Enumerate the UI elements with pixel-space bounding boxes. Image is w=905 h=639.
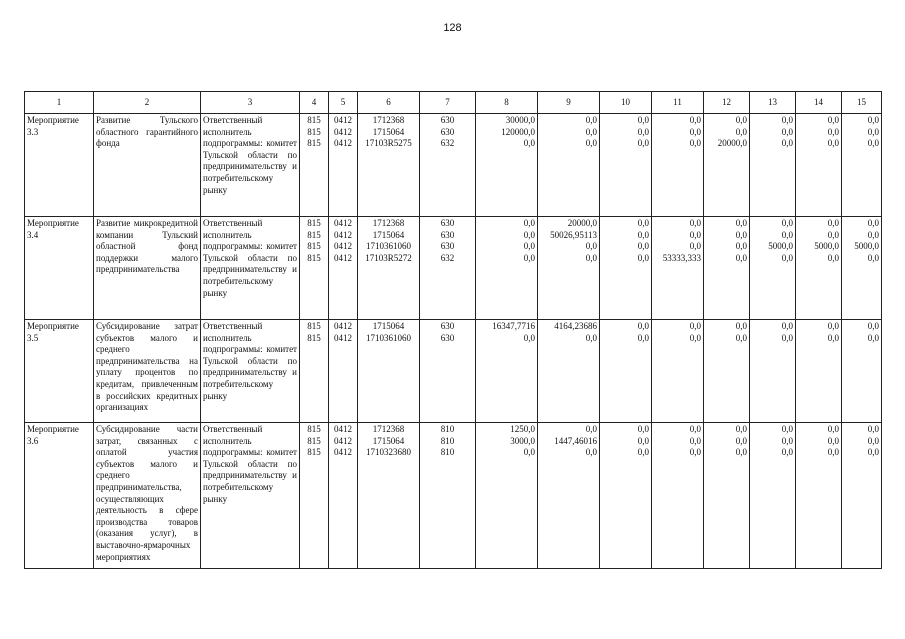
amount-cell — [842, 320, 882, 423]
cell-value: 0412 — [334, 126, 352, 137]
ministry-code-cell — [300, 423, 329, 569]
cell-value: 0412 — [334, 252, 352, 263]
cell-value: 0412 — [334, 332, 352, 343]
header-cell: 5 — [329, 92, 358, 114]
table-row — [25, 217, 882, 320]
cell-value: 0,0 — [689, 321, 701, 331]
cell-value: 17103R5275 — [365, 138, 412, 149]
cell-value: 0,0 — [735, 126, 747, 137]
cell-value: 1710323680 — [366, 447, 411, 458]
cell-value: 50026,95113 — [550, 229, 597, 240]
cell-value: 0,0 — [523, 332, 535, 343]
expense-type-code-cell — [420, 423, 476, 569]
cell-value: 0,0 — [781, 126, 793, 137]
cell-value: 0412 — [334, 321, 352, 331]
header-cell: 3 — [201, 92, 300, 114]
cell-value: 30000,0 — [505, 115, 535, 125]
target-article-code-cell — [358, 320, 420, 423]
header-cell: 12 — [704, 92, 750, 114]
responsible-executor-cell: Ответственный исполнитель подпрограммы: комитет Тульской области по предпринимательству и потребительскому рынку — [201, 423, 300, 569]
cell-value: 0,0 — [689, 126, 701, 137]
cell-value: 0,0 — [827, 447, 839, 458]
cell-value: 0,0 — [781, 229, 793, 240]
cell-value: 0,0 — [637, 447, 649, 458]
cell-value: 1715064 — [372, 229, 405, 240]
cell-value: 815 — [307, 447, 321, 458]
cell-value: 815 — [307, 252, 321, 263]
header-cell: 15 — [842, 92, 882, 114]
cell-value: 0,0 — [523, 447, 535, 458]
cell-value: 0,0 — [781, 138, 793, 149]
header-cell: 11 — [652, 92, 704, 114]
cell-value: 0,0 — [637, 218, 649, 228]
cell-value: 0,0 — [523, 218, 535, 228]
cell-value: 1447,46016 — [554, 435, 597, 446]
cell-value: 0,0 — [735, 435, 747, 446]
cell-value: 815 — [307, 321, 321, 331]
cell-value: 1715064 — [372, 435, 405, 446]
cell-value: 5000,0 — [854, 241, 879, 252]
cell-value: 0,0 — [735, 241, 747, 252]
cell-value: 1250,0 — [510, 424, 535, 434]
ministry-code-cell — [300, 320, 329, 423]
amount-cell — [750, 320, 796, 423]
cell-value: 0412 — [334, 115, 352, 125]
amount-cell — [538, 320, 600, 423]
cell-value: 0,0 — [867, 138, 879, 149]
cell-value: 630 — [440, 321, 455, 331]
cell-value: 0,0 — [827, 321, 839, 331]
header-cell: 7 — [420, 92, 476, 114]
cell-value: 0,0 — [689, 115, 701, 125]
cell-value: 0,0 — [585, 332, 597, 343]
cell-value: 0,0 — [689, 138, 701, 149]
cell-value: 0,0 — [637, 115, 649, 125]
cell-value: 0,0 — [781, 218, 793, 228]
amount-cell — [842, 217, 882, 320]
amount-cell — [704, 114, 750, 217]
cell-value: 0,0 — [689, 241, 701, 252]
cell-value: 0,0 — [735, 252, 747, 263]
activity-name-cell: Мероприятие 3.3 — [25, 114, 94, 217]
cell-value: 0,0 — [827, 332, 839, 343]
cell-value: 0,0 — [637, 424, 649, 434]
cell-value: 815 — [307, 126, 321, 137]
activity-description-cell: Субсидирование части затрат, связанных с оплатой участия субъектов малого и среднего предпринимательства, осуществляющих деятельность в сфере производства товаров (оказания услуг), в выставочно-ярмарочных мероприятиях — [94, 423, 201, 569]
cell-value: 0,0 — [867, 321, 879, 331]
cell-value: 0,0 — [827, 115, 839, 125]
cell-value: 0,0 — [637, 332, 649, 343]
cell-value: 0,0 — [735, 218, 747, 228]
cell-value: 815 — [307, 218, 321, 228]
cell-value: 0,0 — [585, 115, 597, 125]
amount-cell — [600, 320, 652, 423]
cell-value: 630 — [440, 332, 455, 343]
cell-value: 0,0 — [735, 424, 747, 434]
cell-value: 0,0 — [867, 447, 879, 458]
cell-value: 630 — [440, 126, 455, 137]
amount-cell — [476, 217, 538, 320]
cell-value: 0,0 — [523, 252, 535, 263]
header-cell: 13 — [750, 92, 796, 114]
cell-value: 0412 — [334, 424, 352, 434]
table-row — [25, 114, 882, 217]
cell-value: 810 — [440, 424, 455, 434]
cell-value: 20000,0 — [717, 138, 747, 149]
cell-value: 1712368 — [372, 115, 405, 125]
expense-type-code-cell — [420, 114, 476, 217]
cell-value: 815 — [307, 435, 321, 446]
cell-value: 17103R5272 — [365, 252, 412, 263]
amount-cell — [476, 114, 538, 217]
amount-cell — [842, 423, 882, 569]
cell-value: 0,0 — [585, 252, 597, 263]
cell-value: 815 — [307, 229, 321, 240]
amount-cell — [796, 423, 842, 569]
cell-value: 630 — [440, 241, 455, 252]
cell-value: 1710361060 — [366, 241, 411, 252]
cell-value: 1712368 — [372, 424, 405, 434]
amount-cell — [652, 217, 704, 320]
amount-cell — [476, 320, 538, 423]
amount-cell — [538, 423, 600, 569]
cell-value: 0,0 — [637, 321, 649, 331]
cell-value: 630 — [440, 115, 455, 125]
cell-value: 3000,0 — [510, 435, 535, 446]
cell-value: 0,0 — [637, 252, 649, 263]
cell-value: 0,0 — [735, 332, 747, 343]
cell-value: 0,0 — [827, 435, 839, 446]
section-code-cell — [329, 114, 358, 217]
ministry-code-cell — [300, 114, 329, 217]
amount-cell — [796, 320, 842, 423]
cell-value: 53333,333 — [662, 252, 701, 263]
cell-value: 0,0 — [827, 138, 839, 149]
amount-cell — [704, 320, 750, 423]
cell-value: 0,0 — [689, 435, 701, 446]
cell-value: 0,0 — [689, 424, 701, 434]
amount-cell — [652, 114, 704, 217]
cell-value: 0,0 — [867, 218, 879, 228]
cell-value: 632 — [440, 252, 455, 263]
activity-description-cell: Развитие микрокредитной компании Тульский областной фонд поддержки малого предпринимательства — [94, 217, 201, 320]
cell-value: 0,0 — [827, 126, 839, 137]
activity-description-cell: Развитие Тульского областного гарантийного фонда — [94, 114, 201, 217]
cell-value: 0412 — [334, 138, 352, 149]
cell-value: 0,0 — [827, 218, 839, 228]
responsible-executor-cell: Ответственный исполнитель подпрограммы: комитет Тульской области по предпринимательству и потребительскому рынку — [201, 217, 300, 320]
header-cell: 2 — [94, 92, 201, 114]
cell-value: 815 — [307, 424, 321, 434]
cell-value: 0,0 — [735, 229, 747, 240]
responsible-executor-cell: Ответственный исполнитель подпрограммы: комитет Тульской области по предпринимательству и потребительскому рынку — [201, 320, 300, 423]
cell-value: 1715064 — [372, 126, 405, 137]
cell-value: 0,0 — [827, 229, 839, 240]
cell-value: 0,0 — [689, 447, 701, 458]
cell-value: 0412 — [334, 241, 352, 252]
cell-value: 815 — [307, 115, 321, 125]
amount-cell — [538, 217, 600, 320]
cell-value: 810 — [440, 447, 455, 458]
amount-cell — [704, 217, 750, 320]
header-cell: 10 — [600, 92, 652, 114]
amount-cell — [476, 423, 538, 569]
cell-value: 0,0 — [637, 126, 649, 137]
cell-value: 4164,23686 — [554, 321, 597, 331]
cell-value: 0,0 — [637, 138, 649, 149]
cell-value: 0,0 — [781, 424, 793, 434]
expense-type-code-cell — [420, 320, 476, 423]
cell-value: 0,0 — [689, 218, 701, 228]
cell-value: 632 — [440, 138, 455, 149]
cell-value: 0412 — [334, 218, 352, 228]
cell-value: 0,0 — [637, 241, 649, 252]
cell-value: 0,0 — [735, 115, 747, 125]
cell-value: 0,0 — [781, 447, 793, 458]
amount-cell — [600, 114, 652, 217]
cell-value: 0,0 — [867, 229, 879, 240]
amount-cell — [600, 423, 652, 569]
section-code-cell — [329, 320, 358, 423]
page-number: 128 — [443, 22, 462, 34]
cell-value: 0,0 — [689, 332, 701, 343]
cell-value: 0412 — [334, 435, 352, 446]
table-row — [25, 320, 882, 423]
cell-value: 0,0 — [781, 332, 793, 343]
amount-cell — [796, 217, 842, 320]
activity-description-cell: Субсидирование затрат субъектов малого и среднего предпринимательства на уплату процентов по кредитам, привлеченным в российских кредитных организациях — [94, 320, 201, 423]
amount-cell — [796, 114, 842, 217]
amount-cell — [750, 114, 796, 217]
responsible-executor-cell: Ответственный исполнитель подпрограммы: комитет Тульской области по предпринимательству и потребительскому рынку — [201, 114, 300, 217]
cell-value: 0,0 — [781, 115, 793, 125]
cell-value: 0,0 — [585, 424, 597, 434]
program-table — [24, 91, 882, 569]
cell-value: 0,0 — [585, 447, 597, 458]
activity-name-cell: Мероприятие 3.6 — [25, 423, 94, 569]
cell-value: 0,0 — [781, 435, 793, 446]
activity-name-cell: Мероприятие 3.4 — [25, 217, 94, 320]
cell-value: 120000,0 — [501, 126, 535, 137]
target-article-code-cell — [358, 423, 420, 569]
amount-cell — [600, 217, 652, 320]
table-row — [25, 423, 882, 569]
cell-value: 20000,0 — [567, 218, 597, 228]
cell-value: 810 — [440, 435, 455, 446]
header-cell: 6 — [358, 92, 420, 114]
amount-cell — [652, 320, 704, 423]
cell-value: 815 — [307, 332, 321, 343]
section-code-cell — [329, 423, 358, 569]
cell-value: 0,0 — [585, 241, 597, 252]
ministry-code-cell — [300, 217, 329, 320]
header-cell: 1 — [25, 92, 94, 114]
cell-value: 0,0 — [867, 252, 879, 263]
cell-value: 0,0 — [689, 229, 701, 240]
amount-cell — [842, 114, 882, 217]
cell-value: 815 — [307, 241, 321, 252]
section-code-cell — [329, 217, 358, 320]
header-cell: 9 — [538, 92, 600, 114]
amount-cell — [750, 423, 796, 569]
cell-value: 0,0 — [523, 229, 535, 240]
cell-value: 815 — [307, 138, 321, 149]
expense-type-code-cell — [420, 217, 476, 320]
cell-value: 0,0 — [735, 321, 747, 331]
cell-value: 0,0 — [827, 424, 839, 434]
cell-value: 0,0 — [523, 241, 535, 252]
cell-value: 0412 — [334, 229, 352, 240]
target-article-code-cell — [358, 114, 420, 217]
header-cell: 14 — [796, 92, 842, 114]
cell-value: 0,0 — [585, 138, 597, 149]
amount-cell — [538, 114, 600, 217]
cell-value: 630 — [440, 229, 455, 240]
cell-value: 0,0 — [867, 126, 879, 137]
amount-cell — [704, 423, 750, 569]
target-article-code-cell — [358, 217, 420, 320]
cell-value: 0412 — [334, 447, 352, 458]
cell-value: 0,0 — [827, 252, 839, 263]
cell-value: 0,0 — [867, 332, 879, 343]
activity-name-cell: Мероприятие 3.5 — [25, 320, 94, 423]
cell-value: 16347,7716 — [492, 321, 535, 331]
cell-value: 0,0 — [637, 229, 649, 240]
cell-value: 0,0 — [585, 126, 597, 137]
cell-value: 0,0 — [781, 321, 793, 331]
cell-value: 630 — [440, 218, 455, 228]
cell-value: 0,0 — [781, 252, 793, 263]
cell-value: 5000,0 — [768, 241, 793, 252]
header-cell: 4 — [300, 92, 329, 114]
cell-value: 1715064 — [372, 321, 405, 331]
cell-value: 0,0 — [867, 424, 879, 434]
cell-value: 0,0 — [637, 435, 649, 446]
cell-value: 0,0 — [523, 138, 535, 149]
amount-cell — [750, 217, 796, 320]
cell-value: 1710361060 — [366, 332, 411, 343]
header-cell: 8 — [476, 92, 538, 114]
cell-value: 0,0 — [735, 447, 747, 458]
header-row — [25, 92, 882, 114]
cell-value: 1712368 — [372, 218, 405, 228]
cell-value: 0,0 — [867, 115, 879, 125]
amount-cell — [652, 423, 704, 569]
cell-value: 0,0 — [867, 435, 879, 446]
cell-value: 5000,0 — [814, 241, 839, 252]
